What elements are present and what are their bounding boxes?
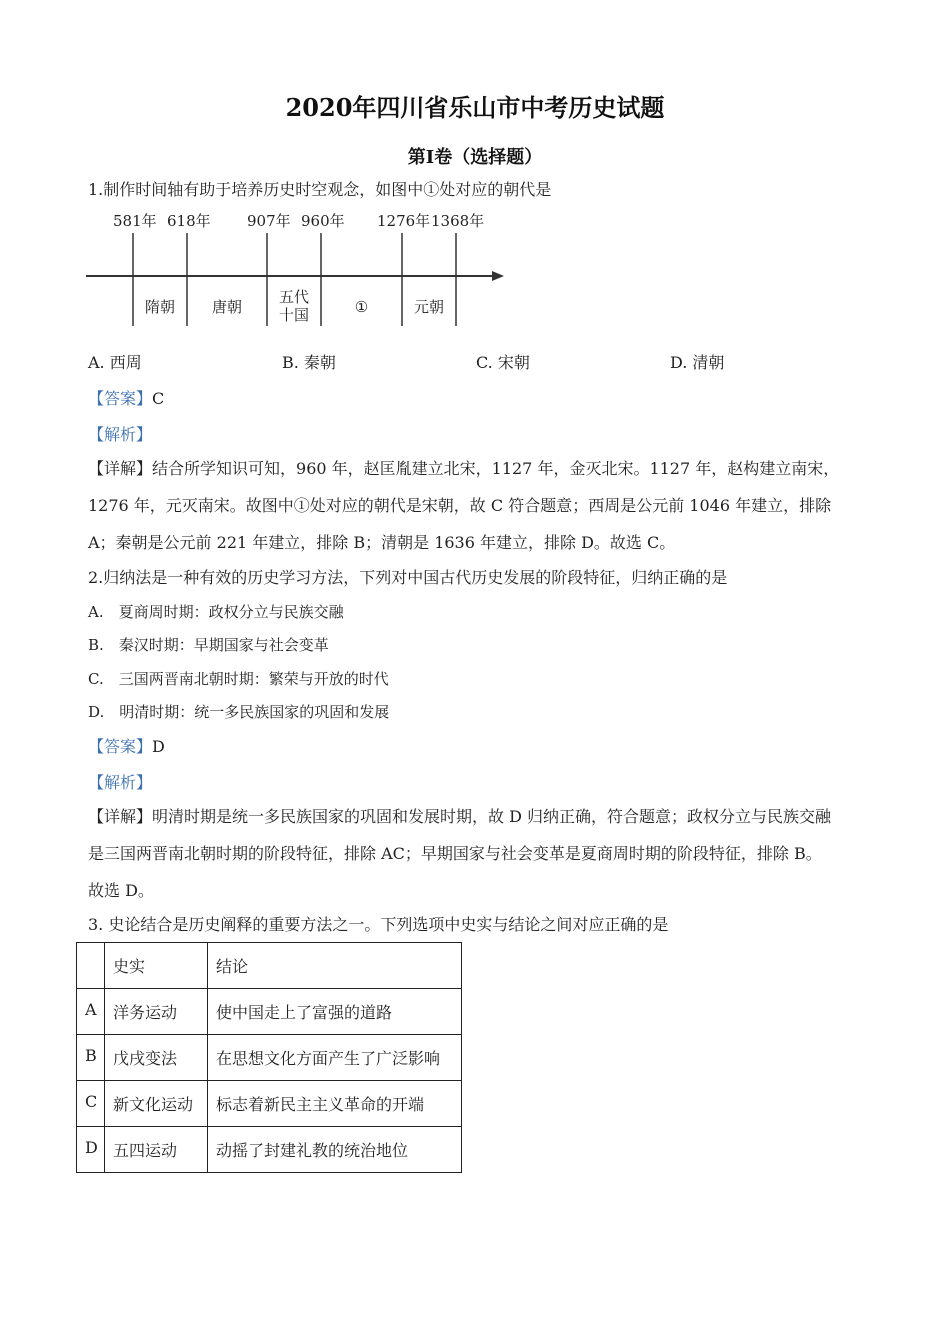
table-cell-conclusion: 使中国走上了富强的道路 (208, 989, 462, 1035)
question-2-detail-line: 故选 D。 (88, 881, 154, 900)
timeline-year: 1368年 (431, 212, 485, 230)
table-row[interactable] (77, 1081, 462, 1127)
table-cell-option: A (77, 989, 105, 1035)
question-2-option-c[interactable]: C. 三国两晋南北朝时期：繁荣与开放的时代 (88, 670, 389, 688)
page-title: 2020年四川省乐山市中考历史试题 (285, 93, 665, 122)
section-title: 第Ⅰ卷（选择题） (407, 147, 543, 168)
question-2-option-b[interactable]: B. 秦汉时期：早期国家与社会变革 (88, 636, 329, 654)
question-1-stem: 1.制作时间轴有助于培养历史时空观念，如图中①处对应的朝代是 (88, 180, 552, 199)
detail-label: 【详解】 (88, 807, 153, 826)
question-2-option-d[interactable]: D. 明清时期：统一多民族国家的巩固和发展 (88, 703, 390, 721)
question-2-detail-line (88, 804, 831, 827)
question-2-detail-line: 是三国两晋南北朝时期的阶段特征，排除 AC；早期国家与社会变革是夏商周时期的阶段特征，排除 B。 (88, 844, 822, 863)
detail-text: 明清时期是统一多民族国家的巩固和发展时期，故 D 归纳正确，符合题意；政权分立与民族交融 (152, 807, 832, 826)
question-2-option-a[interactable]: A. 夏商周时期：政权分立与民族交融 (88, 603, 344, 621)
table-row[interactable] (77, 989, 462, 1035)
timeline-cell-blank: ① (354, 298, 369, 316)
table-row[interactable] (77, 1035, 462, 1081)
table-row[interactable] (77, 1127, 462, 1173)
question-1-option-c[interactable]: C. 宋朝 (476, 353, 530, 372)
timeline-cell-yuan: 元朝 (413, 298, 444, 316)
question-1-answer (88, 386, 164, 409)
table-cell-option: D (77, 1127, 105, 1173)
detail-text: 结合所学知识可知，960 年，赵匡胤建立北宋，1127 年，金灭北宋。1127 年，赵构建立南宋， (152, 459, 840, 478)
question-1-option-a[interactable]: A. 西周 (88, 353, 142, 372)
timeline-year: 1276年 (377, 212, 431, 230)
question-1-detail-line: A；秦朝是公元前 221 年建立，排除 B；清朝是 1636 年建立，排除 D。故选 C。 (88, 533, 676, 552)
timeline-year: 581年 (113, 212, 157, 230)
timeline-cell-sui: 隋朝 (144, 298, 175, 316)
timeline-year: 960年 (301, 212, 345, 230)
question-1-analysis-label: 【解析】 (88, 425, 153, 444)
question-2-stem: 2.归纳法是一种有效的历史学习方法，下列对中国古代历史发展的阶段特征，归纳正确的是 (88, 568, 728, 587)
timeline-cell-tang: 唐朝 (211, 298, 242, 316)
history-table (76, 942, 462, 1173)
table-cell-conclusion: 标志着新民主主义革命的开端 (208, 1081, 462, 1127)
table-cell-conclusion: 在思想文化方面产生了广泛影响 (208, 1035, 462, 1081)
table-header-cell: 结论 (208, 943, 462, 989)
table-cell-fact: 新文化运动 (105, 1081, 208, 1127)
timeline-figure (86, 208, 516, 338)
question-1-detail-line: 1276 年，元灭南宋。故图中①处对应的朝代是宋朝，故 C 符合题意；西周是公元前 1046 年建立，排除 (88, 496, 832, 515)
table-cell-fact: 戊戌变法 (105, 1035, 208, 1081)
timeline-year: 618年 (167, 212, 211, 230)
table-header-cell (77, 943, 105, 989)
table-cell-fact: 五四运动 (105, 1127, 208, 1173)
table-cell-option: C (77, 1081, 105, 1127)
timeline-cell-wudai: 五代 (278, 288, 309, 306)
answer-label: 【答案】 (88, 389, 153, 408)
answer-value: C (152, 389, 165, 408)
question-1-detail-line (88, 456, 839, 479)
question-1-option-d[interactable]: D. 清朝 (670, 353, 725, 372)
timeline-year: 907年 (247, 212, 291, 230)
answer-label: 【答案】 (88, 737, 153, 756)
detail-label: 【详解】 (88, 459, 153, 478)
table-cell-option: B (77, 1035, 105, 1081)
answer-value: D (152, 737, 165, 756)
question-3-stem: 3. 史论结合是历史阐释的重要方法之一。下列选项中史实与结论之间对应正确的是 (88, 915, 669, 934)
table-header-cell: 史实 (105, 943, 208, 989)
question-2-analysis-label: 【解析】 (88, 773, 153, 792)
table-cell-conclusion: 动摇了封建礼教的统治地位 (208, 1127, 462, 1173)
table-cell-fact: 洋务运动 (105, 989, 208, 1035)
table-header-row (77, 943, 462, 989)
question-2-answer (88, 734, 165, 757)
question-1-option-b[interactable]: B. 秦朝 (282, 353, 336, 372)
timeline-cell-shiguo: 十国 (278, 306, 309, 324)
